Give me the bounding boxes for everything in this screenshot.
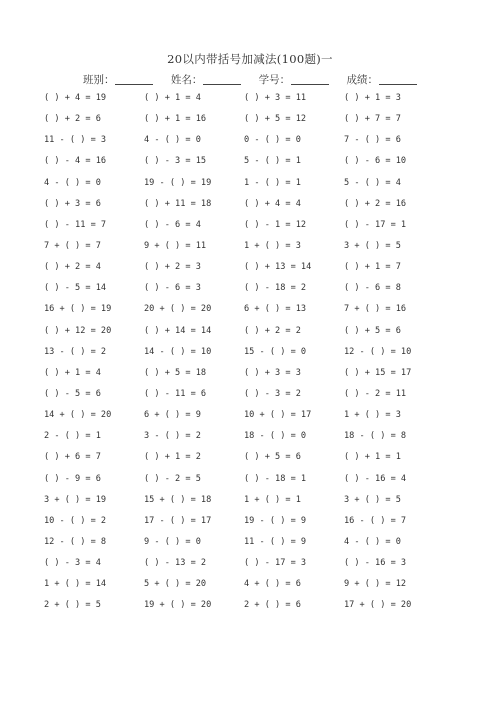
problem-item: 16 + ( ) = 19 (44, 304, 112, 315)
problem-item: 5 + ( ) = 20 (144, 579, 207, 590)
problem-item: ( ) - 6 = 10 (344, 156, 407, 167)
problem-item: ( ) + 5 = 12 (244, 114, 307, 125)
problem-item: 18 - ( ) = 8 (344, 431, 407, 442)
problem-item: ( ) + 2 = 3 (144, 262, 201, 273)
problem-item: 2 + ( ) = 6 (244, 600, 301, 611)
problem-item: 2 + ( ) = 5 (44, 600, 101, 611)
problem-item: ( ) - 18 = 2 (244, 283, 307, 294)
worksheet-title: 20以内带括号加减法(100题)一 (167, 52, 333, 66)
problem-item: 1 + ( ) = 14 (44, 579, 107, 590)
problem-item: ( ) - 3 = 2 (244, 388, 301, 399)
problem-item: 12 - ( ) = 10 (344, 346, 412, 357)
problem-item: ( ) - 4 = 16 (44, 156, 107, 167)
problem-item: 6 + ( ) = 13 (244, 304, 307, 315)
problem-item: ( ) - 17 = 1 (344, 219, 407, 230)
problem-item: ( ) + 5 = 6 (344, 325, 401, 336)
problem-item: ( ) + 13 = 14 (244, 262, 312, 273)
problem-item: ( ) + 1 = 16 (144, 114, 207, 125)
student-info-row (0, 72, 500, 87)
problem-item: ( ) + 11 = 18 (144, 198, 212, 209)
class-field (83, 74, 154, 86)
problem-item: ( ) + 12 = 20 (44, 325, 112, 336)
problem-item: ( ) + 2 = 4 (44, 262, 101, 273)
student-id-label: 学号： (258, 74, 291, 86)
problem-item: 11 - ( ) = 3 (44, 135, 107, 146)
problem-item: 9 - ( ) = 0 (144, 536, 201, 547)
problem-item: ( ) - 18 = 1 (244, 473, 307, 484)
problem-item: 19 - ( ) = 19 (144, 177, 212, 188)
problem-item: 3 + ( ) = 5 (344, 240, 401, 251)
score-field (347, 74, 418, 86)
problem-item: 17 - ( ) = 17 (144, 515, 212, 526)
class-blank[interactable] (115, 74, 153, 85)
problem-item: 19 - ( ) = 9 (244, 515, 307, 526)
problem-item: ( ) - 6 = 4 (144, 219, 201, 230)
problem-item: ( ) + 1 = 4 (44, 367, 101, 378)
problem-item: ( ) - 1 = 12 (244, 219, 307, 230)
problem-item: ( ) - 11 = 7 (44, 219, 107, 230)
problem-item: 7 + ( ) = 7 (44, 240, 101, 251)
problem-item: ( ) + 2 = 6 (44, 114, 101, 125)
problem-item: 3 + ( ) = 5 (344, 494, 401, 505)
problem-item: 4 + ( ) = 6 (244, 579, 301, 590)
problem-item: 10 + ( ) = 17 (244, 410, 312, 421)
problem-item: 0 - ( ) = 0 (244, 135, 301, 146)
problem-item: 17 + ( ) = 20 (344, 600, 412, 611)
problem-item: 10 - ( ) = 2 (44, 515, 107, 526)
problem-item: ( ) + 5 = 18 (144, 367, 207, 378)
problem-item: 6 + ( ) = 9 (144, 410, 201, 421)
problem-item: 1 + ( ) = 3 (344, 410, 401, 421)
problem-item: ( ) - 2 = 5 (144, 473, 201, 484)
problem-item: ( ) - 13 = 2 (144, 558, 207, 569)
problem-item: ( ) + 3 = 11 (244, 93, 307, 103)
problem-item: ( ) + 14 = 14 (144, 325, 212, 336)
problem-item: ( ) - 11 = 6 (144, 388, 207, 399)
problem-item: ( ) + 1 = 7 (344, 262, 401, 273)
problem-item: 1 + ( ) = 3 (244, 240, 301, 251)
problem-item: 4 - ( ) = 0 (344, 536, 401, 547)
problem-item: 3 + ( ) = 19 (44, 494, 107, 505)
problem-item: 15 - ( ) = 0 (244, 346, 307, 357)
problem-item: ( ) + 1 = 4 (144, 93, 201, 103)
problem-item: 5 - ( ) = 4 (344, 177, 401, 188)
student-id-blank[interactable] (291, 74, 329, 85)
class-label: 班别： (82, 74, 115, 86)
problem-item: ( ) - 6 = 3 (144, 283, 201, 294)
problem-item: 13 - ( ) = 2 (44, 346, 107, 357)
problem-item: 9 + ( ) = 12 (344, 579, 407, 590)
problem-grid (44, 88, 464, 617)
problem-item: ( ) + 1 = 1 (344, 452, 401, 463)
problem-item: ( ) - 16 = 3 (344, 558, 407, 569)
score-blank[interactable] (379, 74, 417, 85)
problem-item: 14 + ( ) = 20 (44, 410, 112, 421)
student-id-field (259, 74, 330, 86)
problem-item: ( ) + 1 = 3 (344, 93, 401, 103)
problem-item: ( ) + 2 = 2 (244, 325, 301, 336)
problem-item: 3 - ( ) = 2 (144, 431, 201, 442)
name-field (171, 74, 242, 86)
problem-item: 7 + ( ) = 16 (344, 304, 407, 315)
problem-item: 5 - ( ) = 1 (244, 156, 301, 167)
problem-item: 4 - ( ) = 0 (144, 135, 201, 146)
problem-item: 20 + ( ) = 20 (144, 304, 212, 315)
problem-item: ( ) - 9 = 6 (44, 473, 101, 484)
problem-item: ( ) + 1 = 2 (144, 452, 201, 463)
problem-item: 11 - ( ) = 9 (244, 536, 307, 547)
problem-item: ( ) + 5 = 6 (244, 452, 301, 463)
problem-item: 1 + ( ) = 1 (244, 494, 301, 505)
problem-item: 14 - ( ) = 10 (144, 346, 212, 357)
problem-item: 2 - ( ) = 1 (44, 431, 101, 442)
problem-item: ( ) - 5 = 14 (44, 283, 107, 294)
problem-item: 1 - ( ) = 1 (244, 177, 301, 188)
problem-item: ( ) - 3 = 15 (144, 156, 207, 167)
problem-item: 18 - ( ) = 0 (244, 431, 307, 442)
problem-item: ( ) + 3 = 3 (244, 367, 301, 378)
problem-item: ( ) + 4 = 4 (244, 198, 301, 209)
problem-item: ( ) - 3 = 4 (44, 558, 101, 569)
problem-item: ( ) - 2 = 11 (344, 388, 407, 399)
name-label: 姓名： (170, 74, 203, 86)
problem-item: ( ) + 2 = 16 (344, 198, 407, 209)
problem-item: 15 + ( ) = 18 (144, 494, 212, 505)
problem-item: ( ) - 17 = 3 (244, 558, 307, 569)
problem-item: ( ) - 5 = 6 (44, 388, 101, 399)
problem-item: ( ) - 6 = 8 (344, 283, 401, 294)
problem-item: ( ) + 4 = 19 (44, 93, 107, 103)
problem-item: 4 - ( ) = 0 (44, 177, 101, 188)
problem-item: 16 - ( ) = 7 (344, 515, 407, 526)
problem-item: ( ) - 16 = 4 (344, 473, 407, 484)
problem-item: ( ) + 3 = 6 (44, 198, 101, 209)
problem-item: 9 + ( ) = 11 (144, 240, 207, 251)
name-blank[interactable] (203, 74, 241, 85)
problem-item: 19 + ( ) = 20 (144, 600, 212, 611)
problem-item: ( ) + 6 = 7 (44, 452, 101, 463)
problem-item: ( ) + 7 = 7 (344, 114, 401, 125)
problem-item: 12 - ( ) = 8 (44, 536, 107, 547)
problem-item: ( ) + 15 = 17 (344, 367, 412, 378)
score-label: 成绩： (346, 74, 379, 86)
problem-item: 7 - ( ) = 6 (344, 135, 401, 146)
